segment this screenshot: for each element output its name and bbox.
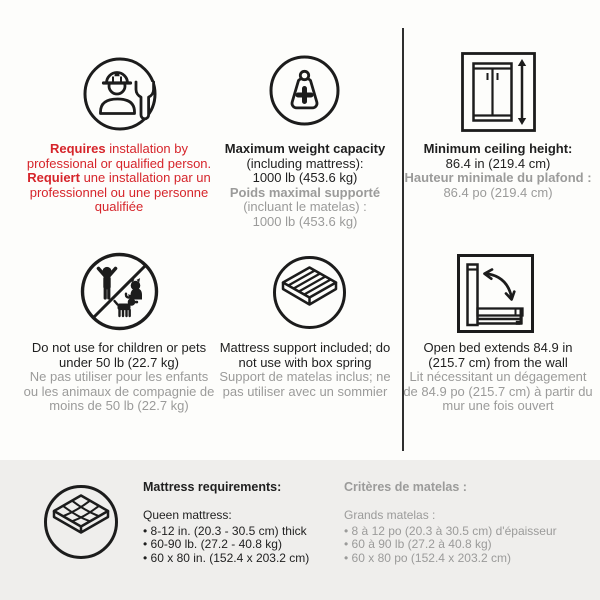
spec-no-children-pets-text: Do not use for children or pets under 50 lb (22.7 kg) Ne pas utiliser pour les enfants ou les animaux de compagnie de moins de 50 lb (22.7 kg) bbox=[23, 340, 215, 414]
spec-mattress-support-text: Mattress support included; do not use with box spring Support de matelas inclus; ne pas utiliser avec un sommier bbox=[219, 340, 391, 399]
spec-installation-text: Requires installation by professional or qualified person. Requiert une installation par un professionnel ou une personne qualifiée bbox=[26, 141, 212, 215]
mattress-spec-item: • 60-90 lb. (27.2 - 40.8 kg) bbox=[143, 538, 338, 551]
mattress-spec-item: • 8 à 12 po (20.3 à 30.5 cm) d'épaisseur bbox=[344, 525, 584, 538]
mattress-requirements-title-en: Mattress requirements: bbox=[143, 480, 282, 494]
mattress-icon bbox=[42, 483, 120, 561]
mattress-requirements-en: Mattress requirements: Queen mattress: • 8-12 in. (20.3 - 30.5 cm) thick • 60-90 lb. (27.2 - 40.8 kg) • 60 x 80 in. (152.4 x 203.2 cm) bbox=[143, 481, 338, 565]
mattress-spec-item: • 60 à 90 lb (27.2 à 40.8 kg) bbox=[344, 538, 584, 551]
no-children-pets-icon bbox=[79, 251, 160, 332]
installer-icon bbox=[82, 56, 158, 132]
mattress-requirements-fr: Critères de matelas : Grands matelas : • 8 à 12 po (20.3 à 30.5 cm) d'épaisseur • 60 à 90 lb (27.2 à 40.8 kg) • 60 x 80 po (152.4 x 203.2 cm) bbox=[344, 481, 584, 565]
mattress-spec-item: • 60 x 80 in. (152.4 x 203.2 cm) bbox=[143, 552, 338, 565]
installation-fr-bold: Requiert bbox=[27, 170, 80, 186]
mattress-support-icon bbox=[271, 254, 348, 331]
ceiling-height-icon bbox=[461, 52, 536, 132]
weight-icon bbox=[268, 54, 341, 127]
mattress-spec-item: • 60 x 80 po (152.4 x 203.2 cm) bbox=[344, 552, 584, 565]
spec-max-weight-text: Maximum weight capacity (including mattress): 1000 lb (453.6 kg) Poids maximal supporté (incluant le matelas) : 1000 lb (453.6 kg) bbox=[224, 141, 386, 229]
installation-en-bold: Requires bbox=[49, 141, 106, 156]
spec-open-bed-text: Open bed extends 84.9 in (215.7 cm) from the wall Lit nécessitant un dégagement de 84.9 po (215.7 cm) à partir du mur une fois ouvert bbox=[403, 340, 593, 414]
mattress-requirements-title-fr: Critères de matelas : bbox=[344, 480, 467, 494]
open-bed-icon bbox=[457, 254, 534, 333]
spec-ceiling-height-text: Minimum ceiling height: 86.4 in (219.4 cm) Hauteur minimale du plafond : 86.4 po (219.4 cm) bbox=[404, 141, 592, 200]
mattress-spec-item: • 8-12 in. (20.3 - 30.5 cm) thick bbox=[143, 525, 338, 538]
